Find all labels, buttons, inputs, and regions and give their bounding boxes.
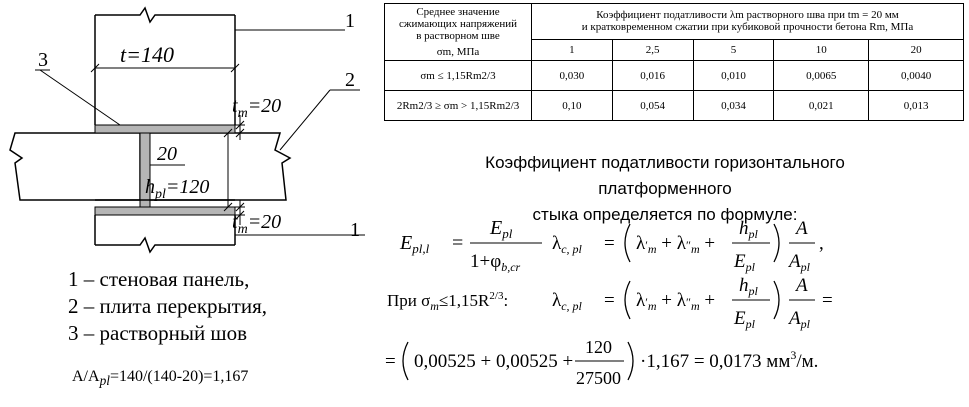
label-hpl: $h_{pl}=120$ — [145, 176, 210, 202]
table-cell: 0,013 — [869, 91, 964, 121]
label-tm-top: $t_m=20$ — [232, 95, 282, 121]
table-cell: 0,10 — [532, 91, 613, 121]
area-ratio: $A/A_{pl}=140/(140-20)=1,167$ — [72, 368, 249, 389]
table-header-stress: Среднее значение сжимающих напряжений в растворном шве σm, МПа — [385, 4, 532, 61]
svg-text:27500: 27500 — [576, 368, 621, 388]
table-row — [385, 61, 964, 91]
label-20: 20 — [157, 143, 177, 165]
svg-text:Apl: $A_{pl}$ — [789, 251, 810, 274]
svg-text:·1,167 = 0,0173 мм3/м.: ·1,167 = 0,0173 $мм^3/м$. — [640, 348, 819, 372]
formula-e-lhs: $E_{pl,l}$ — [400, 232, 430, 256]
table-cell: 0,021 — [774, 91, 869, 121]
legend-item-3: 3 – растворный шов — [68, 321, 248, 345]
table-cell: 0,0040 — [869, 61, 964, 91]
paragraph-line-2: стыка определяется по формуле: — [532, 205, 798, 224]
table-strength: 10 — [774, 39, 869, 60]
svg-text:A: A — [796, 218, 808, 239]
joint-drawing — [0, 0, 380, 260]
table-row — [385, 91, 964, 121]
label-3: 3 — [38, 49, 48, 71]
svg-text:Epl: $E_{pl}$ — [734, 308, 755, 331]
label-2: 2 — [345, 69, 355, 91]
table-strength: 1 — [532, 39, 613, 60]
svg-text:=: = — [452, 232, 464, 254]
label-1-bottom: 1 — [350, 219, 360, 241]
table-strength: 20 — [869, 39, 964, 60]
table-cell: 0,0065 — [774, 61, 869, 91]
svg-text:λ′m + λ″m +: $\lambda'_m + \lambda''_m$ + — [636, 290, 716, 313]
svg-text:120: 120 — [585, 337, 612, 357]
formula-block — [382, 212, 967, 402]
table-row-condition: σm ≤ 1,15Rm2/3 — [385, 61, 532, 91]
svg-text:hpl: $h_{pl}$ — [739, 218, 758, 241]
table-cell: 0,034 — [693, 91, 774, 121]
legend-item-2: 2 – плита перекрытия, — [68, 294, 267, 318]
svg-text:A: A — [796, 275, 808, 296]
svg-text:hpl: $h_{pl}$ — [739, 275, 758, 298]
label-t: t=140 — [120, 42, 174, 67]
formula-result: 0,00525 + 0,00525 + — [414, 351, 574, 372]
svg-text:,: , — [819, 233, 824, 254]
svg-text:λ′m + λ″m +: $\lambda'_m + \lambda''_m$ + — [636, 233, 716, 256]
label-tm-bottom: $t_m=20$ — [232, 211, 282, 237]
floor-slab-left — [10, 133, 140, 200]
svg-text:Apl: $A_{pl}$ — [789, 308, 810, 331]
table-cell: 0,054 — [612, 91, 693, 121]
svg-text:=: = — [385, 351, 396, 372]
svg-text:λc, pl: $\lambda_{c, pl}$ — [552, 233, 582, 256]
table-cell: 0,030 — [532, 61, 613, 91]
table-row-condition: 2Rm2/3 ≥ σm > 1,15Rm2/3 — [385, 91, 532, 121]
svg-text:Epl: $E_{pl}$ — [490, 217, 513, 241]
label-1-top: 1 — [345, 10, 355, 32]
legend-item-1: 1 – стеновая панель, — [68, 267, 250, 291]
mortar-joint-top — [95, 125, 235, 133]
table-strength: 5 — [693, 39, 774, 60]
table-strength: 2,5 — [612, 39, 693, 60]
formula-condition: При $\sigma_m\le 1,15R^{2/3}$: — [387, 290, 509, 313]
mortar-joint-bottom — [95, 207, 235, 215]
svg-text:1+φb,cr: $1+\varphi_{b,cr}$ — [470, 251, 521, 274]
svg-text:=: = — [604, 290, 615, 311]
svg-text:Epl: $E_{pl}$ — [734, 251, 755, 274]
legend — [68, 266, 267, 347]
table-header-coefficient: Коэффициент податливости λm растворного шва при tm = 20 мм и кратковременном сжатии при кубиковой прочности бетона Rm, МПа — [532, 4, 964, 40]
table-cell: 0,016 — [612, 61, 693, 91]
lower-wall-panel — [95, 215, 235, 252]
svg-text:λc, pl: $\lambda_{c, pl}$ — [552, 290, 582, 313]
paragraph-line-1: Коэффициент податливости горизонтального платформенного — [485, 153, 845, 198]
svg-text:=: = — [604, 233, 615, 254]
svg-text:=: = — [822, 290, 833, 311]
compliance-table — [384, 3, 964, 121]
table-cell: 0,010 — [693, 61, 774, 91]
